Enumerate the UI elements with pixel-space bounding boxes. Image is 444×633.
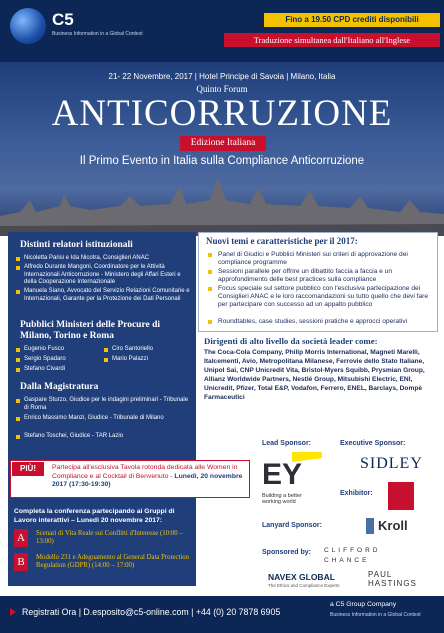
sponsored-by-label: Sponsored by: [262,549,312,556]
page-title: ANTICORRUZIONE [51,93,393,134]
pm-heading: Pubblici Ministeri delle Procure di Milano, Torino e Roma [20,320,161,341]
bullet-icon [16,399,20,403]
list-item: Nicoletta Parisi e Ida Nicotra, Consiglieri ANAC [24,255,150,261]
bullet-icon [208,287,212,291]
bullet-icon [104,348,108,352]
footer-tagline: Business Information in a Global Context [330,612,421,618]
sidley-logo: SIDLEY [360,455,423,472]
edition-badge: Edizione Italiana [180,136,266,151]
list-item: Ciro Santoriello [112,346,154,352]
c5-globe-logo-icon [10,8,46,44]
cpd-badge: Fino a 19.50 CPD crediti disponibili [264,13,440,27]
group-company-label: a C5 Group Company [330,601,397,608]
list-item: Gaspare Sturzo, Giudice per le indagini preliminari - Tribunale di Roma [24,397,189,411]
clifford-chance-logo: CLIFFORD CHANCE [324,547,381,564]
bullet-icon [104,358,108,362]
companies-heading: Dirigenti di alto livello da società leader come: [204,336,378,346]
executive-sponsor-label: Executive Sponsor: [340,440,406,447]
bullet-icon [16,290,20,294]
page-subtitle: Il Primo Evento in Italia sulla Compliance Anticorruzione [79,155,365,167]
magistratura-heading: Dalla Magistratura [20,382,99,392]
c5-logo-text: C5 [52,10,74,29]
translation-banner: Traduzione simultanea dall'Italiano all'Inglese [224,33,440,47]
arrow-right-icon [8,607,18,617]
bullet-icon [208,270,212,274]
kroll-mark-icon [366,518,374,534]
event-date-venue: 21- 22 Novembre, 2017 | Hotel Principe di Savoia | Milano, Italia [108,72,336,81]
bullet-icon [16,266,20,270]
paul-hastings-logo: PAUL HASTINGS [368,570,417,588]
bullet-icon [16,358,20,362]
list-item: Alfredo Durante Mangoni, Coordinatore per le Attività Internazionali Anticorruzione - Ministero degli Affari Esteri e della Cooperazione Internazionale [24,264,181,285]
lead-sponsor-label: Lead Sponsor: [262,440,312,447]
list-item: Stefano Toschei, Giudice - TAR Lazio [24,433,124,439]
plus-event-desc: Partecipa all'esclusiva Tavola rotonda dedicata alle Women in Compliance e al Cocktail di Benvenuto - [52,464,238,480]
plus-event-text [52,464,248,490]
bullet-icon [16,368,20,372]
exhibitor-logo-icon [388,482,414,510]
register-contact-link[interactable]: Registrati Ora | D.esposito@c5-online.com | +44 (0) 20 7878 6905 [22,607,281,617]
ey-tagline: Building a better working world [262,493,302,505]
list-item: Sergio Spadaro [24,356,66,362]
feature-item: Focus speciale sul settore pubblico con l'esclusiva partecipazione dei Consiglieri ANAC e le loro raccomandazioni su tutto quello che devi fare per partecipare con successo ad un appalto pubblico [218,285,429,308]
kroll-logo: Kroll [378,518,408,533]
bullet-icon [16,257,20,261]
workshop-a-tag: A [14,529,28,547]
navex-tagline: The Ethics and Compliance Experts [268,583,340,588]
list-item: Enrico Massimo Manzi, Giudice - Tribunale di Milano [24,415,164,421]
bullet-icon [208,320,212,324]
bullet-icon [16,348,20,352]
duomo-skyline-image [0,176,444,236]
ey-logo [262,452,322,494]
companies-list: The Coca-Cola Company, Philip Morris International, Magneti Marelli, Italcementi, Avio, Metropolitana Milanese, Ferrovie dello Stato Italiane, Unipol Sai, CNP Unicredit Vita, Bristol-Myers Squibb, Prysmian Group, Allianz Worldwide Partners, Nestlé Group, Mitsubishi Electric, ENI, Unicredit, Pfizer, Total E&P, Vodafon, Ferrero, ENEL, Barclays, Dompè Farmaceutici [204,349,425,401]
bullet-icon [208,253,212,257]
lanyard-sponsor-label: Lanyard Sponsor: [262,522,322,529]
feature-item: Sessioni parallele per offrire un dibattito faccia a faccia e un approfondimento delle best practices sulla compliance [218,268,392,283]
plus-event-date: Lunedì, 20 novembre 2017 (17:30-19:30) [52,472,243,488]
bullet-icon [16,417,20,421]
list-item: Eugenio Fusco [24,346,65,352]
bullet-icon [16,435,20,439]
ey-wordmark: EY [262,458,303,491]
forum-edition-label: Quinto Forum [196,84,248,94]
workshops-intro: Completa la conferenza partecipando ai Gruppi di Lavoro interattivi – Lunedì 20 novembre 2017: [14,508,175,524]
list-item: Stefano Civardi [24,366,66,372]
workshop-b-tag: B [14,553,28,571]
plus-badge: PIÙ! [12,462,44,476]
feature-item: Panel di Giudici e Pubblici Ministeri sui criteri di approvazione dei compliance programme [218,251,408,266]
navex-logo: NAVEX GLOBAL [268,572,335,582]
logo-tagline: Business Information in a Global Context [52,31,143,37]
feature-item: Roundtables, case studies, sessioni pratiche e approcci operativi [218,318,408,325]
relatori-heading: Distinti relatori istituzionali [20,240,133,250]
workshop-b-title: Modello 231 e Adeguamento al General Data Protection Regulation (GDPR) (14:00 – 17:00) [36,554,190,569]
list-item: Mario Palazzi [112,356,149,362]
features-heading: Nuovi temi e caratteristiche per il 2017: [206,236,358,246]
list-item: Manuela Siano, Avvocato del Servizio Relazioni Comunitarie e Internazionali, Garante per la Protezione dei Dati Personali [24,288,190,302]
exhibitor-label: Exhibitor: [340,490,373,497]
workshop-a-title: Scenari di Vita Reale sui Conflitti d'Interesse (10:00 – 13:00) [36,530,183,545]
